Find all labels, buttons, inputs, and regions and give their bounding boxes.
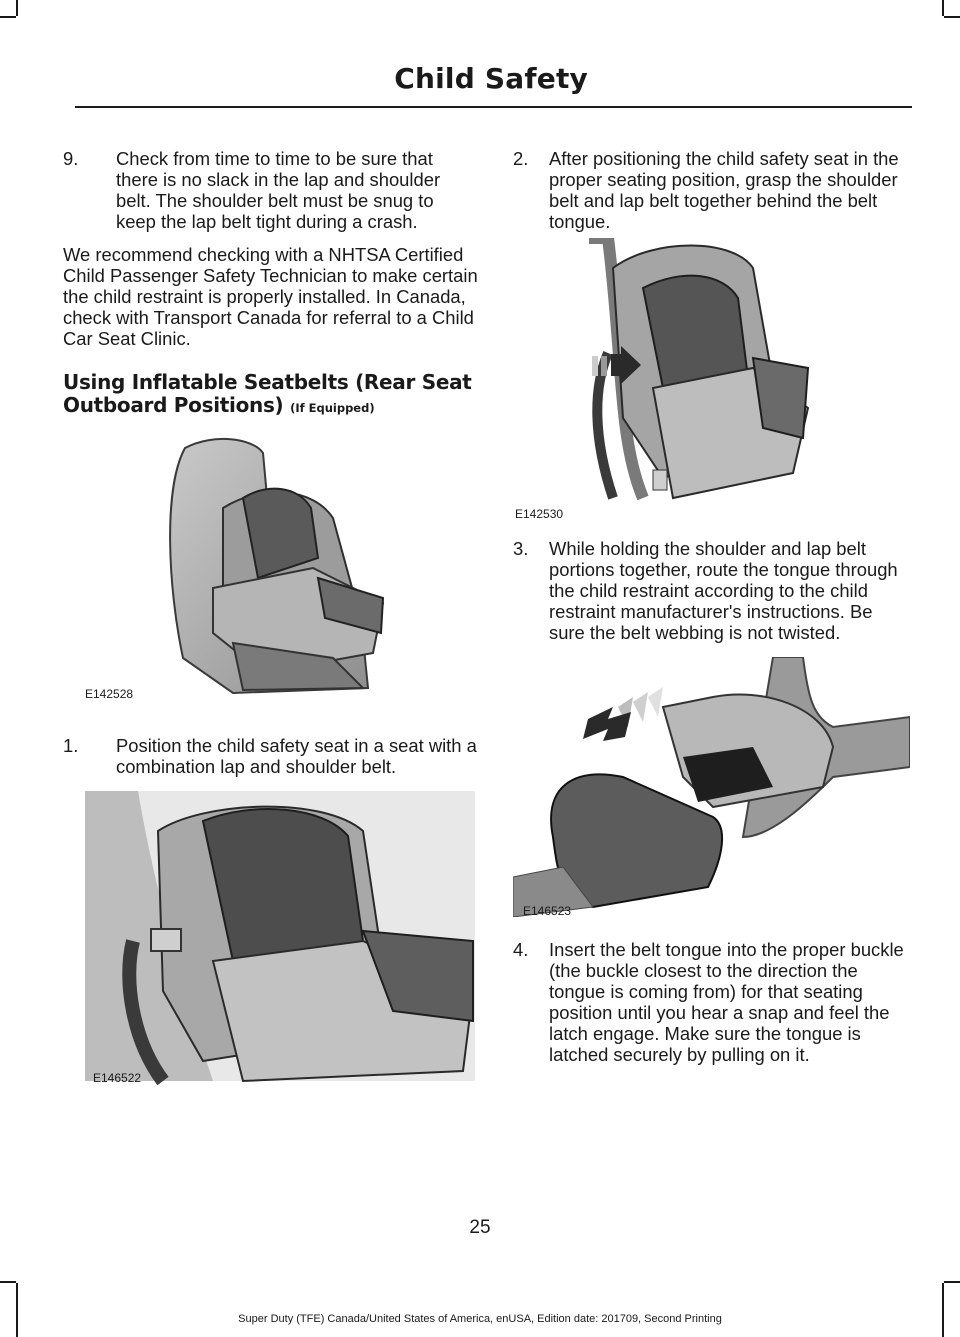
crop-mark-top-right-h (944, 16, 960, 18)
figure-grasp-belts (513, 238, 910, 521)
figure-code: E142530 (515, 507, 564, 521)
step-number: 9. (63, 148, 79, 169)
child-seat-illustration (63, 428, 478, 713)
figure-code: E146522 (93, 1071, 142, 1085)
crop-mark-bottom-right-h (944, 1281, 960, 1283)
footer-text: Super Duty (TFE) Canada/United States of America, enUSA, Edition date: 201709, Second Printing (238, 1313, 722, 1325)
step-number: 3. (513, 538, 529, 559)
step-text: Check from time to time to be sure that there is no slack in the lap and shoulder belt. The shoulder belt must be snug to keep the lap belt tight during a crash. (116, 148, 441, 232)
step-number: 2. (513, 148, 529, 169)
figure-code: E146523 (523, 904, 572, 918)
page-title: Child Safety (394, 62, 588, 95)
grasp-belts-illustration (513, 238, 910, 518)
equipment-qualifier: (If Equipped) (290, 401, 375, 415)
right-column (513, 148, 910, 1065)
figure-tongue-routing (513, 657, 910, 917)
crop-mark-top-right-v (942, 0, 944, 16)
seat-belt-routing-illustration (63, 791, 478, 1086)
step-text: Insert the belt tongue into the proper buckle (the buckle closest to the direction the tongue is coming from) for that seating position until you hear a snap and feel the latch engage. Make sure the tongue is latched securely by pulling on it. (549, 939, 904, 1065)
step-text: While holding the shoulder and lap belt portions together, route the tongue through the child restraint according to the child restraint manufacturer's instructions. Be sure the belt webbing is not twisted. (549, 538, 898, 643)
section-heading-text: Using Inflatable Seatbelts (Rear Seat Outboard Positions) (63, 370, 472, 417)
figure-seat-belt-routing (63, 791, 478, 1086)
page-number: 25 (469, 1217, 491, 1238)
step-text: Position the child safety seat in a seat with a combination lap and shoulder belt. (116, 735, 477, 777)
step-2 (513, 148, 910, 232)
figure-child-seat (63, 428, 478, 713)
crop-mark-top-left-v (16, 0, 18, 16)
step-9 (63, 148, 478, 232)
step-number: 4. (513, 939, 529, 960)
step-1 (63, 735, 478, 777)
header-rule (75, 106, 912, 108)
step-4 (513, 939, 910, 1065)
step-text: After positioning the child safety seat in the proper seating position, grasp the shoulder belt and lap belt together behind the belt tongue. (549, 148, 899, 232)
crop-mark-top-left-h (0, 16, 16, 18)
recommendation-paragraph: We recommend checking with a NHTSA Certified Child Passenger Safety Technician to make certain the child restraint is properly installed. In Canada, check with Transport Canada for referral to a Child Car Seat Clinic. (63, 244, 478, 349)
section-heading (63, 371, 478, 420)
step-3 (513, 538, 910, 643)
figure-code: E142528 (85, 687, 134, 701)
step-number: 1. (63, 735, 79, 756)
crop-mark-bottom-right-v (942, 1283, 944, 1337)
crop-mark-bottom-left-h (0, 1281, 16, 1283)
left-column (63, 148, 478, 1086)
crop-mark-bottom-left-v (16, 1283, 18, 1337)
belt-tongue-illustration (513, 657, 910, 917)
